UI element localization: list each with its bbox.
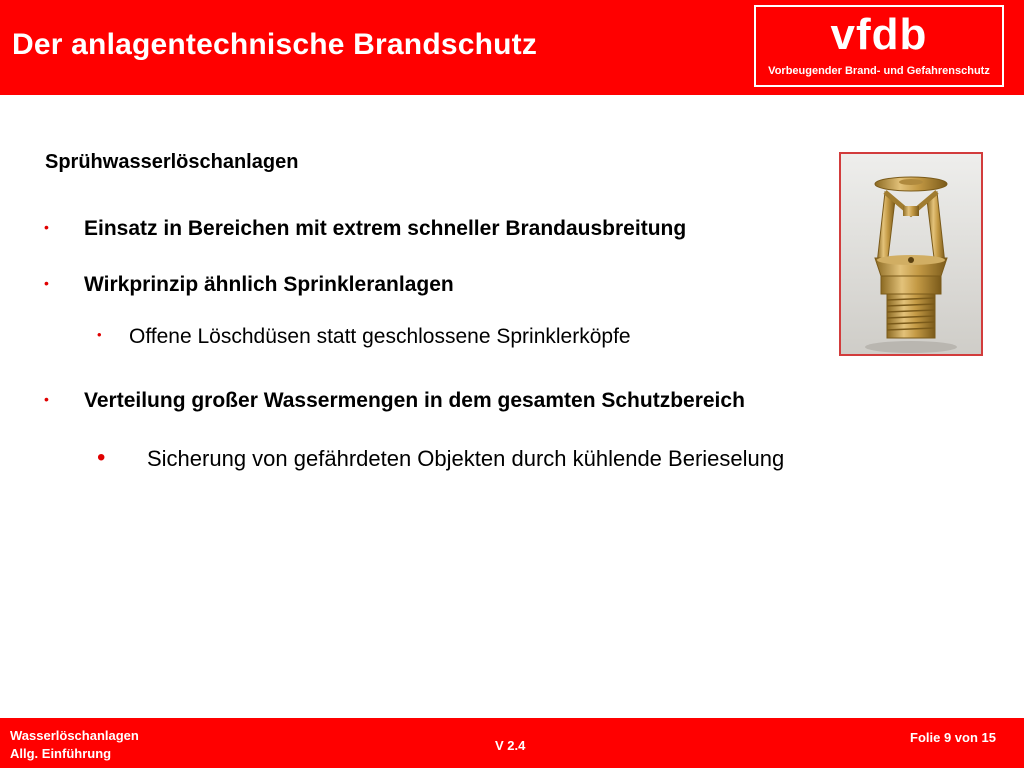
sub-bullet-item [97,325,631,349]
bullet-icon: • [44,275,49,291]
bullet-item [44,273,454,297]
bullet-icon: • [44,219,49,235]
sprinkler-head-image [839,152,983,356]
vfdb-logo [754,5,1004,87]
logo-subtitle: Vorbeugender Brand- und Gefahrenschutz [768,65,990,77]
bullet-text: Offene Löschdüsen statt geschlossene Sprinklerköpfe [129,325,631,348]
bullet-icon: • [97,327,102,342]
bullet-item [44,389,745,413]
bullet-icon: • [44,391,49,407]
footer-version: V 2.4 [495,738,526,753]
bullet-text: Wirkprinzip ähnlich Sprinkleranlagen [84,273,454,296]
bullet-icon: • [97,444,106,471]
bullet-item [44,217,687,241]
bullet-text: Sicherung von gefährdeten Objekten durch kühlende Berieselung [147,446,785,471]
slide-number: Folie 9 von 15 [910,730,996,745]
footer-topic: Wasserlöschanlagen [10,728,139,743]
section-heading: Sprühwasserlöschanlagen [45,151,299,173]
bullet-text: Verteilung großer Wassermengen in dem gesamten Schutzbereich [84,389,745,412]
footer-subtopic: Allg. Einführung [10,746,112,761]
sprinkler-icon [841,154,981,354]
sub-bullet-item [97,444,785,472]
header-bar [0,0,1024,95]
logo-wordmark: vfdb [830,10,928,59]
slide-title: Der anlagentechnische Brandschutz [12,28,538,61]
footer-bar [0,718,1024,768]
bullet-text: Einsatz in Bereichen mit extrem schneller Brandausbreitung [84,217,687,240]
